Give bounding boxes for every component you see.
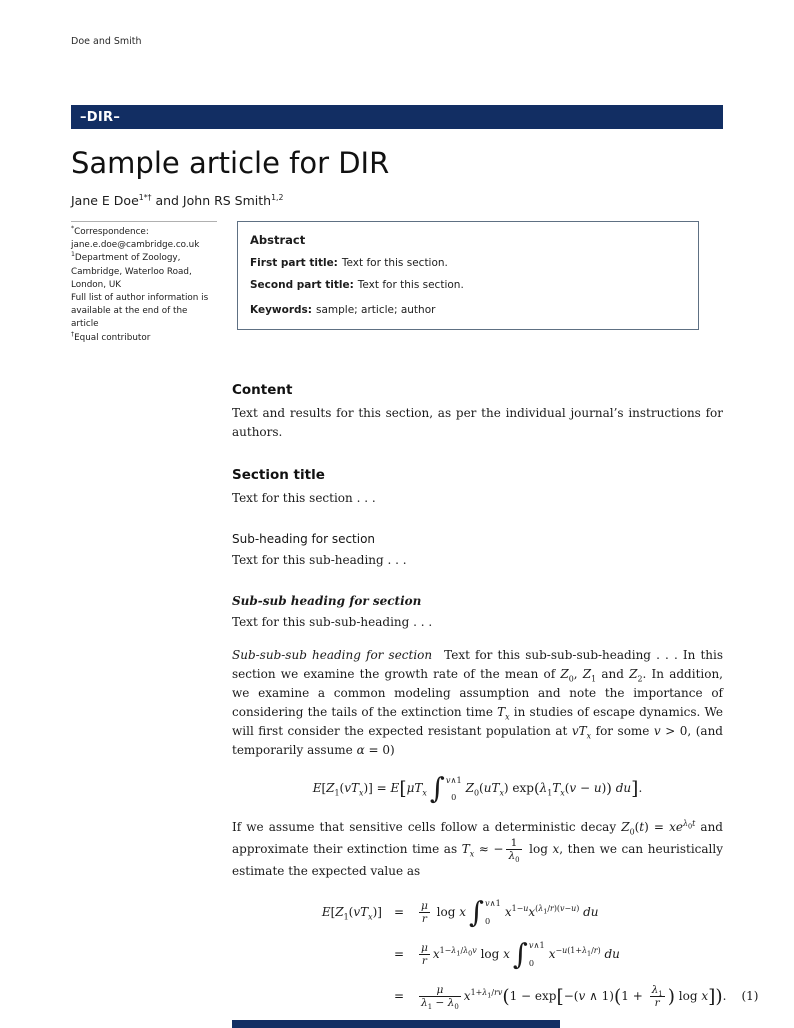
- abstract-item-label: Second part title:: [250, 279, 354, 292]
- subsection-heading: Sub-heading for section: [232, 531, 376, 546]
- abstract-item-text: Text for this section.: [357, 279, 464, 292]
- sidebar-line: jane.e.doe@cambridge.co.uk: [71, 240, 200, 251]
- abstract-heading: Abstract: [250, 233, 306, 247]
- next-page-banner-edge: [232, 1020, 560, 1028]
- abstract-item-text: sample; article; author: [315, 304, 436, 317]
- paragraph-subsubsection: Text for this sub-sub-heading . . .: [232, 614, 433, 629]
- paragraph-main: Sub-sub-sub heading for section Text for this sub-sub-sub-heading . . . In this section we examine the growth rate of the mean of $Z_0$, $Z_1$ and $Z_2$. In addition, we examine a common modeling assumption and note the importance of considering the tails of the extinction time $T_x$ in studies of escape dynamics. We will first consider the expected resistant population at $vT_x$ for some v > 0, (and temporarily assume α = 0): [232, 647, 723, 757]
- authors-line: Jane E Doe$^{1*\dagger}$ and John RS Smith$^{1,2}$: [71, 192, 284, 208]
- subsubsection-heading: Sub-sub heading for section: [232, 593, 422, 608]
- abstract-item-second-part: [250, 278, 686, 292]
- paragraph-content: Text and results for this section, as per the individual journal’s instructions for authors.: [232, 405, 723, 439]
- equation-tag: (1): [741, 988, 759, 1003]
- sidebar-line: Full list of author information is: [71, 292, 209, 303]
- equation-rhs: $\frac{\mu}{r}$ log x ∫ v∧1 0 $x^{1-u}x^{(\lambda_1/r)(v-u)}$ du: [421, 894, 599, 929]
- sidebar-line: *Correspondence:: [71, 225, 149, 237]
- correspondence-note: [71, 221, 217, 345]
- section-heading-section-title: Section title: [232, 466, 325, 483]
- journal-banner: [71, 105, 723, 129]
- sidebar-line: London, UK: [71, 279, 122, 290]
- abstract-box: [237, 221, 699, 330]
- article-title: Sample article for DIR: [71, 146, 390, 180]
- article-body: [232, 381, 759, 1018]
- journal-banner-label: –DIR–: [80, 109, 121, 125]
- equation-row: [232, 891, 723, 933]
- abstract-item-first-part: [250, 256, 686, 270]
- section-heading-content: Content: [232, 381, 293, 398]
- abstract-item-keywords: [250, 303, 686, 317]
- equals-sign: =: [393, 904, 405, 919]
- abstract-item-label: Keywords:: [250, 304, 312, 317]
- sidebar-line: available at the end of the article: [71, 306, 188, 330]
- equation-rhs: $\frac{\mu}{\lambda_1 - \lambda_0}$ $x^{1+\lambda_1/rv}(1 - \exp[-(v$ ∧ 1)(1 + $\frac{\lambda_1}{r}$ ) log x]).: [421, 983, 727, 1011]
- sidebar-line: Cambridge, Waterloo Road,: [71, 266, 192, 277]
- front-matter: [71, 221, 723, 345]
- abstract-item-text: Text for this section.: [341, 257, 448, 269]
- paragraph-subsection: Text for this sub-heading . . .: [232, 552, 407, 567]
- running-head: Doe and Smith: [71, 36, 142, 47]
- abstract-item-label: First part title:: [250, 257, 338, 269]
- sidebar-rule: [71, 221, 217, 222]
- equation-array: [232, 891, 759, 1017]
- equation-rhs: $\frac{\mu}{r}$ $x^{1-\lambda_1/\lambda_0v}$ log x ∫ v∧1 0 $x^{-u(1+\lambda_1/r)}$ du: [421, 936, 620, 971]
- equation-row: [232, 975, 759, 1017]
- equation-lhs: $E[Z_1(vT_x)]$: [321, 904, 382, 922]
- sidebar-line: $^1$Department of Zoology,: [71, 251, 181, 264]
- paragraph-section: Text for this section . . .: [232, 490, 376, 505]
- equals-sign: =: [393, 946, 405, 961]
- equation-row: [232, 933, 723, 975]
- equals-sign: =: [393, 988, 405, 1003]
- paragraph-assume: If we assume that sensitive cells follow a deterministic decay $Z_0(t) = xe^{\lambda_0t}$ and approximate their extinction time as $T_x$ ≈ − $\frac{1}{\lambda_0}$ log x, then we can heuristically estimate the expected value as: [232, 819, 723, 879]
- sidebar-line: †Equal contributor: [71, 330, 151, 343]
- equation-display: $E[Z_1(vT_x)] = E[\mu T_x$ ∫ v∧1 0 $Z_0(uT_x) \exp(\lambda_1T_x(v - u))$ du].: [312, 770, 643, 805]
